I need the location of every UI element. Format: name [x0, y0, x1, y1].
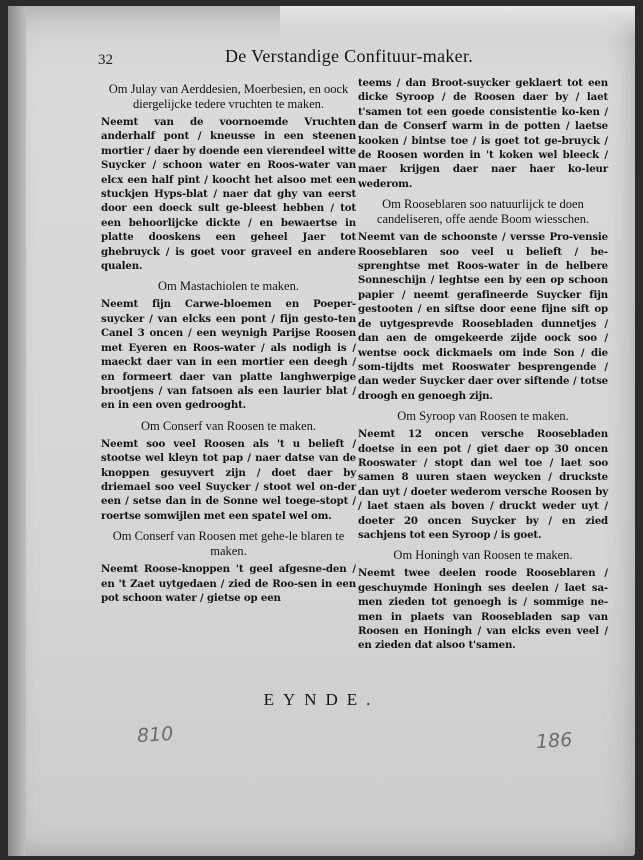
- running-head: De Verstandige Confituur-maker.: [225, 46, 474, 66]
- recipe-text: Neemt 12 oncen versche Roosebladen doetse in een pot / giet daer op 30 oncen Rooswater / stopt dan wel toe / laet soo samen 8 uuren staen weycken / druckste dan uyt / doeter wederom versche Roosen by / laet staen als boven / druckt weder uyt / doeter 20 oncen Suycker by / en zied sachjens tot een Syroop / is goet.: [358, 428, 608, 541]
- page-stain: [280, 6, 635, 40]
- recipe-text: Neemt twee deelen roode Rooseblaren / geschuymde Honingh ses deelen / laet sa-men zieden tot genoegh is / sommige ne-men in plaets van Roosebladen sap van Roosen en Honingh / van elcks even veel / en zieden dat alsoo t'samen.: [358, 567, 608, 652]
- recipe-heading: Om Rooseblaren soo natuurlijck te doen candeliseren, offe aende Boom wiesschen.: [376, 197, 590, 227]
- recipe-text: Neemt fijn Carwe-bloemen en Poeper-suycker / van elcks een pont / fijn gesto-ten Canel 3 oncen / een weynigh Parijse Roosen met Eyeren en Roos-water / als nodigh is / maeckt daer van in een mortier een deegh / en formeert daer van platte langhwerpige brootjens / van fatsoen als een laurier blat / en in een oven gedrooght.: [101, 298, 356, 412]
- recipe-text: Neemt van de voornoemde Vruchten anderhalf pont / kneusse in een steenen mortier / daer by doende een vierendeel witte Suycker / schoon water en Roos-water van elcx een half pint / koocht het alsoo met een stuckjen Hyps-blat / naer dat ghy van eerst door een doeck sult ge-bleest hebben / tot een behoorlijcke dickte / en bewaertse in platte dooskens een geheel Jaer tot ghebruyck / is goet voor graveel en andere qualen.: [101, 116, 356, 273]
- left-column: [101, 76, 356, 611]
- right-column: [358, 76, 608, 659]
- recipe-heading: Om Honingh van Roosen te maken.: [393, 548, 573, 563]
- page-number: 32: [98, 52, 113, 68]
- recipe-heading: Om Conserf van Roosen met gehe-le blaren te maken.: [112, 529, 345, 559]
- page-gutter: [8, 6, 26, 856]
- recipe-text-continued: teems / dan Broot-suycker geklaert tot een dicke Syroop / de Roosen daer by / laet t'samen tot een goede consistentie ko-ken / dan de Conserf warm in de potten / laetse kooken / bintse toe / is goet tot ge-bruyck / de Roosen worden in 't koken wel bleeck / maer krijgen daer naer haer ko-leur wederom.: [358, 77, 608, 190]
- pencil-note-left: 810: [136, 722, 174, 748]
- recipe-heading: Om Mastachiolen te maken.: [158, 279, 299, 294]
- recipe-heading: Om Syroop van Roosen te maken.: [397, 409, 569, 424]
- recipe-text: Neemt Roose-knoppen 't geel afgesne-den / en 't Zaet uytgedaen / zied de Roo-sen in een pot schoon water / gietse op een: [101, 563, 356, 604]
- pencil-note-right: 186: [535, 728, 573, 754]
- recipe-heading: Om Conserf van Roosen te maken.: [141, 418, 316, 433]
- recipe-text: Neemt van de schoonste / versse Pro-vensie Rooseblaren soo veel u belieft / be-sprenghtse met Roos-water in de helbere Sonneschijn / leghtse een by een op schoon papier / neemt gerafineerde Suycker fijn gestooten / en siftse door eene fijne sift op de uytgesprevde Roosebladen dunnetjes / dan aen de omgekeerde zijde oock soo / wentse oock dickmaels om inde Son / die som-tijdts met Rooswater besprengende / dan weder Suycker daer over siftende / totse droogh en genoegh zijn.: [358, 231, 608, 402]
- recipe-text: Neemt soo veel Roosen als 't u belieft / stootse wel kleyn tot pap / naer datse van de knoppen gesuyvert zijn / doet daer by driemael soo veel Suycker / stoot wel on-der een / setse dan in de Sonne wel toege-stopt / roertse somwijlen met een spatel wel om.: [101, 437, 356, 522]
- end-word: EYNDE.: [263, 690, 380, 709]
- recipe-heading: Om Julay van Aerddesien, Moerbesien, en oock diergelijcke tedere vruchten te maken.: [108, 82, 349, 111]
